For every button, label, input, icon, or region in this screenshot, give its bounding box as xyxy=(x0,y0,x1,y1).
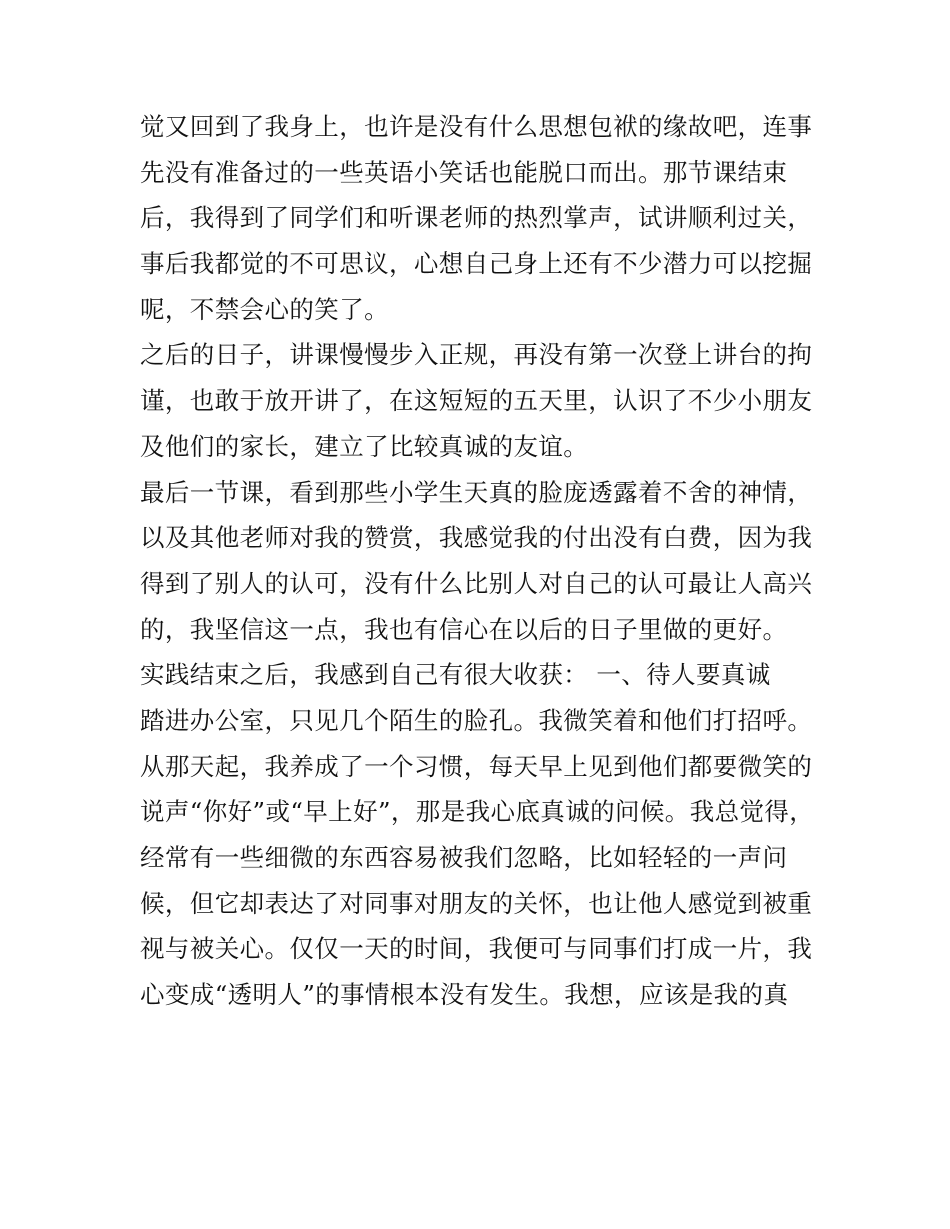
text-line: 觉又回到了我身上，也许是没有什么思想包袱的缘故吧，连事 xyxy=(140,112,813,141)
text-line: 实践结束之后，我感到自己有很大收获： 一、待人要真诚 xyxy=(140,660,771,690)
text-line: 视与被关心。仅仅一天的时间，我便可与同事们打成一片，我 xyxy=(140,934,813,964)
document-text xyxy=(140,104,820,1018)
text-line: 的，我坚信这一点，我也有信心在以后的日子里做的更好。 xyxy=(140,614,788,644)
text-line: 最后一节课，看到那些小学生天真的脸庞透露着不舍的神情， xyxy=(140,477,813,507)
text-line: 谨，也敢于放开讲了，在这短短的五天里，认识了不少小朋友 xyxy=(140,386,813,416)
text-line: 说声“你好”或“早上好”，那是我心底真诚的问候。我总觉得， xyxy=(140,797,815,827)
text-line: 之后的日子，讲课慢慢步入正规，再没有第一次登上讲台的拘 xyxy=(140,340,813,370)
text-line: 从那天起，我养成了一个习惯，每天早上见到他们都要微笑的 xyxy=(140,751,813,781)
text-line: 经常有一些细微的东西容易被我们忽略，比如轻轻的一声问 xyxy=(140,843,788,872)
text-line: 事后我都觉的不可思议，心想自己身上还有不少潜力可以挖掘 xyxy=(140,249,813,279)
text-line: 先没有准备过的一些英语小笑话也能脱口而出。那节课结束 xyxy=(140,157,788,187)
text-line: 以及其他老师对我的赞赏，我感觉我的付出没有白费，因为我 xyxy=(140,523,813,553)
text-line: 及他们的家长，建立了比较真诚的友谊。 xyxy=(140,431,589,461)
text-line: 踏进办公室，只见几个陌生的脸孔。我微笑着和他们打招呼。 xyxy=(140,705,813,735)
text-line: 候，但它却表达了对同事对朋友的关怀，也让他人感觉到被重 xyxy=(140,888,813,918)
text-line: 得到了别人的认可，没有什么比别人对自己的认可最让人高兴 xyxy=(140,568,813,598)
text-line: 心变成“透明人”的事情根本没有发生。我想，应该是我的真 xyxy=(140,980,789,1010)
text-line: 呢，不禁会心的笑了。 xyxy=(140,294,389,324)
text-line: 后，我得到了同学们和听课老师的热烈掌声，试讲顺利过关， xyxy=(140,203,813,233)
